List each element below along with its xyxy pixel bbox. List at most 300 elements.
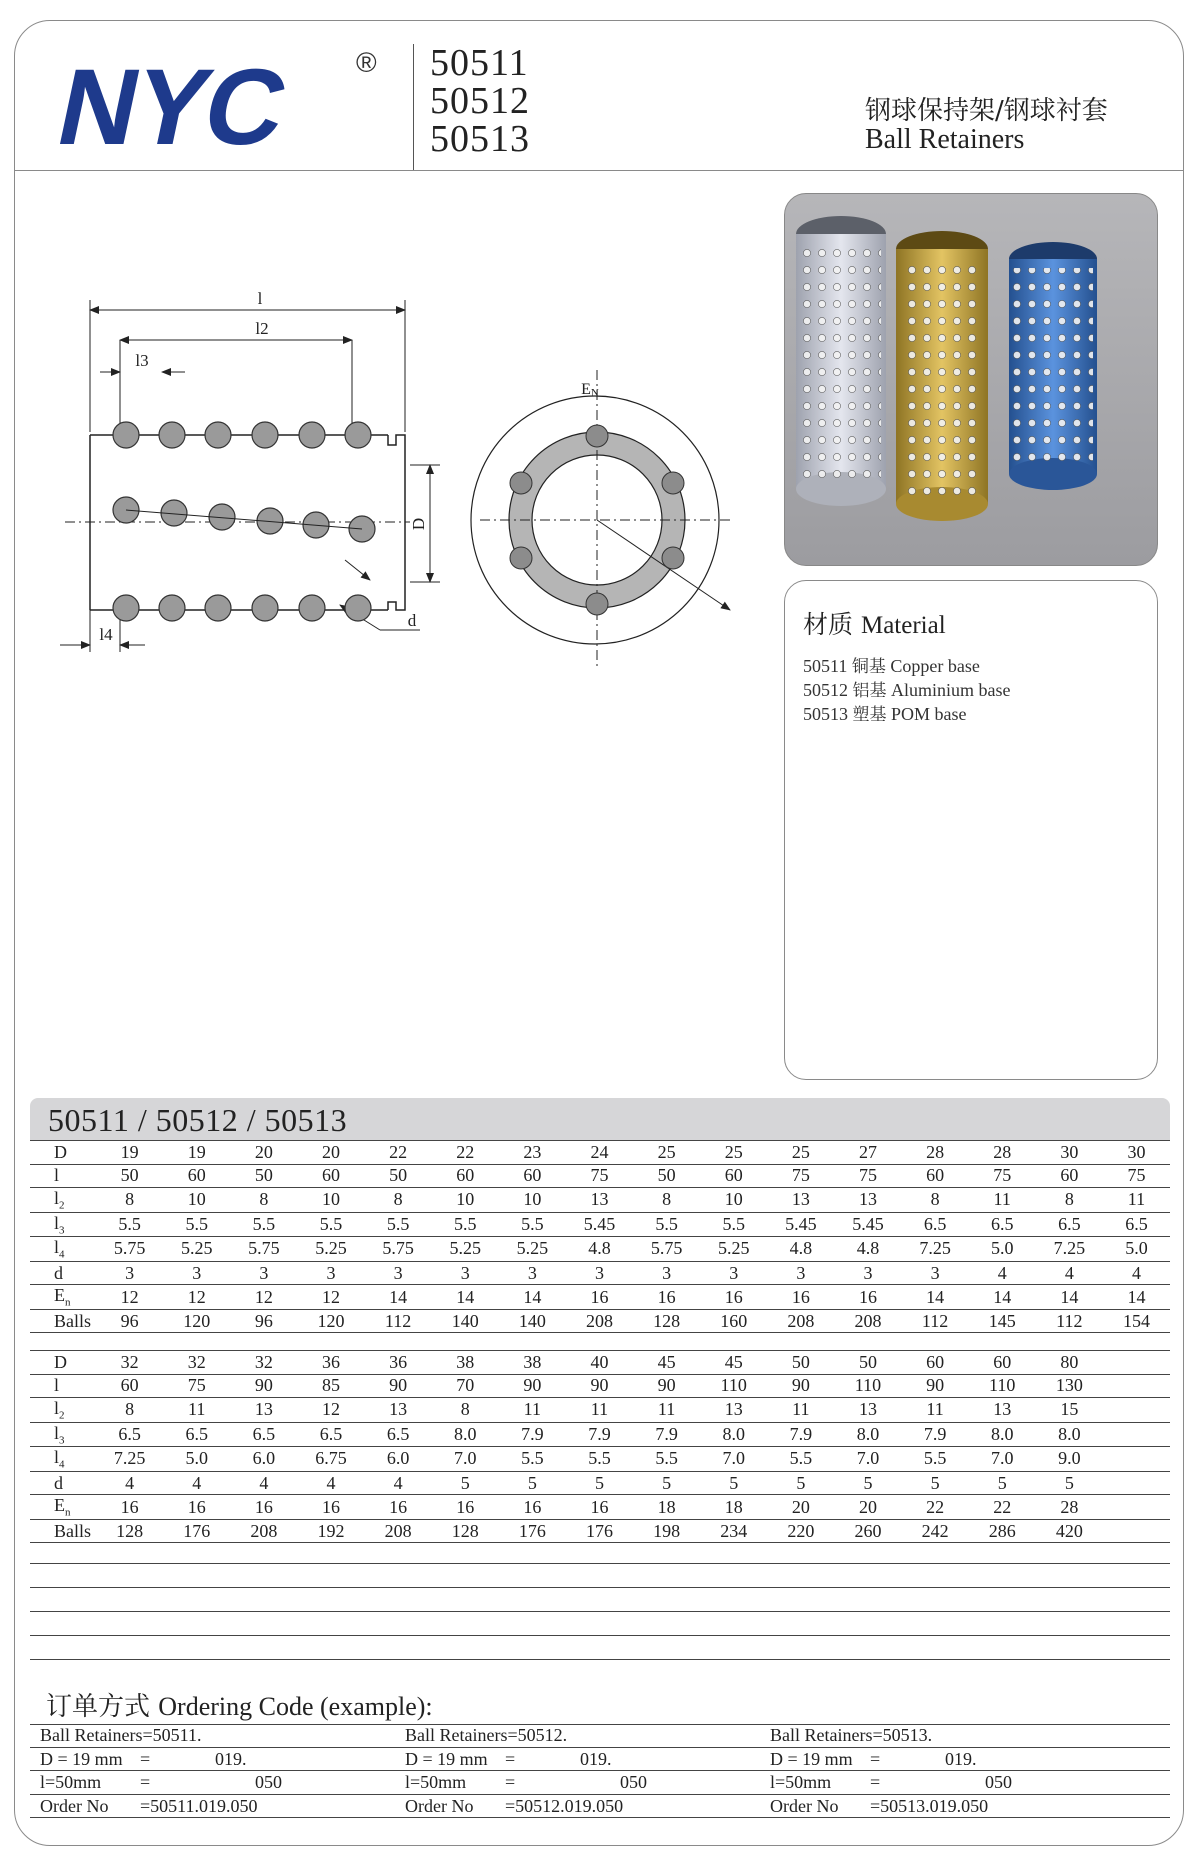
table-cell: 130 [1036,1374,1103,1398]
header-vertical-divider [413,44,414,170]
table-cell: 286 [969,1519,1036,1543]
table-cell: 16 [163,1495,230,1520]
table-cell: 12 [297,1398,364,1423]
ruled-line [30,1588,1170,1612]
table-cell: 11 [163,1398,230,1423]
ordering-row [30,1771,1170,1795]
table-cell: 10 [499,1188,566,1213]
table-cell: 50 [96,1164,163,1188]
table-cell: 176 [163,1519,230,1543]
table-cell: 3 [834,1261,901,1285]
material-item [803,679,1139,703]
table-cell: 13 [365,1398,432,1423]
row-label [30,1212,96,1237]
table-cell: 5.5 [566,1447,633,1472]
label-l3: l3 [135,351,149,370]
material-title [803,605,1139,641]
table-cell: 260 [834,1519,901,1543]
table-cell: 18 [633,1495,700,1520]
table-cell: 32 [230,1351,297,1375]
table-cell: 145 [969,1309,1036,1333]
ruled-line [30,1612,1170,1636]
table-cell: 16 [700,1285,767,1310]
table-cell: 5 [969,1471,1036,1495]
table-cell: 11 [969,1188,1036,1213]
table-cell: 3 [902,1261,969,1285]
table-cell: 90 [566,1374,633,1398]
table-cell: 9.0 [1036,1447,1103,1472]
table-row [30,1188,1170,1213]
table-cell: 24 [566,1141,633,1165]
table-cell: 23 [499,1141,566,1165]
row-label-main: E [54,1285,65,1306]
ordering-eq: = [505,1748,516,1769]
model-number: 50513 [430,118,530,160]
ordering-dim: D = 19 mm [405,1748,488,1769]
table-cell: 60 [902,1351,969,1375]
table-cell: 10 [163,1188,230,1213]
table-cell: 5.5 [499,1447,566,1472]
table-cell: 8.0 [1036,1422,1103,1447]
table-cell: 7.9 [633,1422,700,1447]
table-cell: 90 [633,1374,700,1398]
table-cell: 5.75 [633,1237,700,1262]
table-cell: 8.0 [700,1422,767,1447]
table-cell: 4 [96,1471,163,1495]
table-cell: 208 [230,1519,297,1543]
material-code: 50512 [803,680,848,700]
product-photo [784,193,1158,566]
table-cell: 5.25 [499,1237,566,1262]
table-cell [1103,1447,1170,1472]
table-cell: 6.5 [96,1422,163,1447]
table-cell: 5.5 [700,1212,767,1237]
ordering-len: l=50mm [405,1772,467,1792]
table-cell: 5.5 [230,1212,297,1237]
table-cell: 420 [1036,1519,1103,1543]
ordering-cell [395,1724,760,1747]
table-cell: 38 [432,1351,499,1375]
table-cell: 18 [700,1495,767,1520]
table-cell: 75 [969,1164,1036,1188]
table-cell: 4 [365,1471,432,1495]
table-cell: 5.25 [700,1237,767,1262]
table-cell: 120 [163,1309,230,1333]
table-cell: 4.8 [566,1237,633,1262]
title-cn: 钢球保持架/钢球衬套 [865,96,1108,126]
table-cell: 5 [566,1471,633,1495]
table-row [30,1285,1170,1310]
label-l2: l2 [255,319,269,338]
ordering-row [30,1724,1170,1748]
table-cell: 110 [700,1374,767,1398]
table-cell: 11 [1103,1188,1170,1213]
table-cell: 16 [834,1285,901,1310]
table-cell: 220 [767,1519,834,1543]
table-cell: 50 [767,1351,834,1375]
table-cell: 22 [902,1495,969,1520]
nyc-logo [47,44,396,168]
technical-drawing [50,289,780,670]
row-label-sub: n [65,1506,71,1519]
table-row [30,1351,1170,1375]
table-cell: 11 [767,1398,834,1423]
table-cell: 50 [633,1164,700,1188]
ordering-cell [395,1748,760,1771]
table-cell: 242 [902,1519,969,1543]
table-cell: 12 [297,1285,364,1310]
table-cell: 5 [834,1471,901,1495]
ordering-len-val: 050 [985,1772,1012,1792]
table-cell: 7.25 [96,1447,163,1472]
table-cell: 60 [96,1374,163,1398]
table-cell: 12 [163,1285,230,1310]
table-cell: 208 [767,1309,834,1333]
table-cell: 3 [163,1261,230,1285]
table-row [30,1212,1170,1237]
table-cell: 30 [1036,1141,1103,1165]
table-cell: 8 [365,1188,432,1213]
table-cell: 192 [297,1519,364,1543]
ordering-cell [760,1748,1125,1771]
table-cell: 3 [499,1261,566,1285]
table-cell: 90 [767,1374,834,1398]
table-cell: 15 [1036,1398,1103,1423]
row-label: Balls [30,1519,96,1543]
table-cell: 8 [633,1188,700,1213]
table-cell: 7.0 [834,1447,901,1472]
table-cell: 5.5 [633,1447,700,1472]
table-cell: 30 [1103,1141,1170,1165]
ordering-len: l=50mm [40,1772,102,1792]
table-cell: 5.0 [1103,1237,1170,1262]
table-cell: 6.5 [1036,1212,1103,1237]
material-en: Aluminium base [891,680,1011,700]
table-cell: 60 [700,1164,767,1188]
label-l: l [257,289,263,308]
ordering-cell [395,1795,760,1818]
row-label-sub: 4 [59,1248,65,1261]
table-cell: 27 [834,1141,901,1165]
row-label-main: l [54,1237,60,1258]
table-cell: 14 [365,1285,432,1310]
table-cell: 50 [365,1164,432,1188]
ordering-cell [760,1771,1125,1794]
table-cell: 5 [1036,1471,1103,1495]
table-cell: 7.0 [700,1447,767,1472]
table-cell: 3 [365,1261,432,1285]
table-cell: 20 [767,1495,834,1520]
table-cell: 4.8 [834,1237,901,1262]
table-cell: 11 [499,1398,566,1423]
table-cell: 32 [96,1351,163,1375]
ordering-table [30,1724,1170,1818]
ordering-cell [30,1795,395,1818]
table-cell: 5.5 [902,1447,969,1472]
material-code: 50511 [803,656,848,676]
table-cell: 7.9 [566,1422,633,1447]
logo-text: NYC [47,47,296,168]
table-cell: 3 [432,1261,499,1285]
table-cell: 140 [432,1309,499,1333]
table-cell: 22 [969,1495,1036,1520]
material-cn: 铜基 [851,657,886,677]
table-cell: 75 [834,1164,901,1188]
material-cn: 塑基 [852,705,887,725]
table-cell: 75 [163,1374,230,1398]
material-item [803,703,1139,727]
table-cell: 10 [700,1188,767,1213]
table-cell: 19 [96,1141,163,1165]
row-label: l [30,1164,96,1188]
table-cell: 110 [969,1374,1036,1398]
table-cell: 8 [902,1188,969,1213]
table-cell: 7.9 [499,1422,566,1447]
table-cell: 5.5 [767,1447,834,1472]
table-cell: 20 [834,1495,901,1520]
material-cn: 铝基 [852,681,887,701]
ordering-cell [30,1771,395,1794]
ordering-cell [395,1771,760,1794]
table-cell: 16 [566,1495,633,1520]
row-label: D [30,1351,96,1375]
table-cell: 60 [163,1164,230,1188]
table-cell: 90 [230,1374,297,1398]
table-cell: 13 [230,1398,297,1423]
table-cell: 5.0 [969,1237,1036,1262]
table-cell: 28 [1036,1495,1103,1520]
table-cell: 28 [902,1141,969,1165]
table-cell: 6.5 [969,1212,1036,1237]
table-cell: 13 [700,1398,767,1423]
table-cell: 4 [1036,1261,1103,1285]
table-cell: 5.75 [365,1237,432,1262]
table-cell: 6.5 [365,1422,432,1447]
title-en: Ball Retainers [865,124,1025,155]
row-label-sub: 2 [59,1199,65,1212]
label-d: d [407,611,417,630]
table-cell: 128 [96,1519,163,1543]
table-cell: 7.9 [767,1422,834,1447]
table-cell: 70 [432,1374,499,1398]
table-cell: 3 [297,1261,364,1285]
table-cell: 5 [700,1471,767,1495]
ordering-order-val: =50513.019.050 [870,1795,989,1816]
row-label [30,1398,96,1423]
table-cell: 16 [633,1285,700,1310]
table-cell [1103,1398,1170,1423]
table-cell: 120 [297,1309,364,1333]
table-cell: 96 [96,1309,163,1333]
table-cell: 5.5 [297,1212,364,1237]
table-cell: 12 [230,1285,297,1310]
ordering-len: l=50mm [770,1772,832,1792]
blank-ruled-lines [30,1540,1170,1660]
spec-table-header [30,1098,1170,1140]
table-cell: 40 [566,1351,633,1375]
table-cell: 50 [834,1351,901,1375]
table-cell: 5.0 [163,1447,230,1472]
table-cell [1103,1351,1170,1375]
row-label [30,1447,96,1472]
row-label: d [30,1471,96,1495]
table-cell: 14 [432,1285,499,1310]
table-cell: 7.0 [969,1447,1036,1472]
ordering-order-label: Order No [405,1795,474,1816]
table-cell: 6.75 [297,1447,364,1472]
table-cell: 5.45 [767,1212,834,1237]
registered-mark: ® [356,47,377,78]
ordering-len-val: 050 [620,1772,647,1792]
table-cell: 128 [432,1519,499,1543]
table-cell: 4 [230,1471,297,1495]
table-cell [1103,1374,1170,1398]
table-cell: 5.75 [230,1237,297,1262]
table-cell: 50 [230,1164,297,1188]
row-label: l [30,1374,96,1398]
table-cell: 16 [365,1495,432,1520]
table-cell: 13 [566,1188,633,1213]
table-cell: 32 [163,1351,230,1375]
row-label [30,1495,96,1520]
ordering-title-cn: 订单方式 [46,1692,151,1722]
table-cell: 8.0 [834,1422,901,1447]
ordering-eq: = [870,1748,881,1769]
table-cell: 8 [432,1398,499,1423]
table-cell: 38 [499,1351,566,1375]
table-cell: 85 [297,1374,364,1398]
table-cell: 160 [700,1309,767,1333]
table-cell: 128 [633,1309,700,1333]
table-cell: 4 [297,1471,364,1495]
table-cell: 110 [834,1374,901,1398]
table-cell [1103,1471,1170,1495]
table-row [30,1495,1170,1520]
table-cell: 16 [566,1285,633,1310]
table-cell: 3 [96,1261,163,1285]
table-cell: 7.25 [1036,1237,1103,1262]
ordering-cell [30,1748,395,1771]
table-cell: 22 [365,1141,432,1165]
material-en: POM base [891,704,967,724]
table-cell: 75 [566,1164,633,1188]
table-cell: 13 [969,1398,1036,1423]
table-cell: 5 [499,1471,566,1495]
table-cell: 5.25 [297,1237,364,1262]
table-cell: 13 [834,1188,901,1213]
row-label [30,1188,96,1213]
table-cell: 80 [1036,1351,1103,1375]
ordering-name: Ball Retainers=50512. [405,1725,568,1745]
ordering-dim-val: 019. [215,1748,247,1769]
ordering-dim-val: 019. [580,1748,612,1769]
table-cell: 14 [499,1285,566,1310]
row-label-main: l [54,1398,60,1418]
table-cell: 6.5 [163,1422,230,1447]
ordering-eq: = [870,1772,881,1792]
table-cell: 5.5 [365,1212,432,1237]
table-cell: 6.0 [230,1447,297,1472]
table-cell: 4.8 [767,1237,834,1262]
table-cell: 10 [297,1188,364,1213]
table-cell: 13 [767,1188,834,1213]
material-item [803,655,1139,679]
row-label: D [30,1141,96,1165]
table-cell: 154 [1103,1309,1170,1333]
table-cell: 11 [902,1398,969,1423]
row-label-sub: 3 [59,1434,65,1447]
table-cell: 176 [499,1519,566,1543]
ordering-name: Ball Retainers=50511. [40,1725,202,1745]
table-row [30,1471,1170,1495]
table-cell: 234 [700,1519,767,1543]
table-row [30,1374,1170,1398]
table-cell: 16 [297,1495,364,1520]
table-cell: 5.75 [96,1237,163,1262]
row-label-sub: 3 [59,1224,65,1237]
table-cell: 60 [969,1351,1036,1375]
table-cell: 60 [432,1164,499,1188]
table-cell: 5.5 [96,1212,163,1237]
table-cell: 5.5 [633,1212,700,1237]
table-cell: 112 [365,1309,432,1333]
table-cell: 6.0 [365,1447,432,1472]
table-cell: 10 [432,1188,499,1213]
ordering-eq: = [140,1748,151,1769]
table-cell: 208 [566,1309,633,1333]
end-view [471,370,730,670]
spec-table-block-2 [30,1350,1170,1543]
row-label-sub: 2 [59,1409,65,1422]
material-en: Copper base [890,656,980,676]
table-cell: 208 [834,1309,901,1333]
table-cell: 90 [902,1374,969,1398]
table-cell: 6.5 [297,1422,364,1447]
material-panel [784,580,1158,1080]
table-cell: 14 [969,1285,1036,1310]
ordering-order-val: =50512.019.050 [505,1795,624,1816]
table-cell: 7.0 [432,1447,499,1472]
table-row [30,1164,1170,1188]
header-divider [14,170,1184,171]
table-cell: 176 [566,1519,633,1543]
spec-table-block-1 [30,1140,1170,1333]
row-label-main: l [54,1447,60,1468]
label-D: D [409,517,428,531]
table-cell: 3 [633,1261,700,1285]
table-cell: 75 [767,1164,834,1188]
table-cell [1103,1422,1170,1447]
table-cell: 5 [432,1471,499,1495]
table-cell: 60 [902,1164,969,1188]
ordering-dim-val: 019. [945,1748,977,1769]
ordering-cell [30,1724,395,1747]
row-label [30,1285,96,1310]
spec-table-title: 50511 / 50512 / 50513 [48,1102,348,1138]
table-cell: 14 [1103,1285,1170,1310]
table-cell: 7.25 [902,1237,969,1262]
ordering-order-val: =50511.019.050 [140,1795,258,1816]
table-cell: 208 [365,1519,432,1543]
table-cell: 90 [499,1374,566,1398]
ordering-cell [760,1724,1125,1747]
table-cell: 25 [700,1141,767,1165]
table-cell: 5.45 [834,1212,901,1237]
table-cell: 140 [499,1309,566,1333]
table-cell: 6.5 [1103,1212,1170,1237]
table-cell: 5.5 [163,1212,230,1237]
table-row [30,1398,1170,1423]
